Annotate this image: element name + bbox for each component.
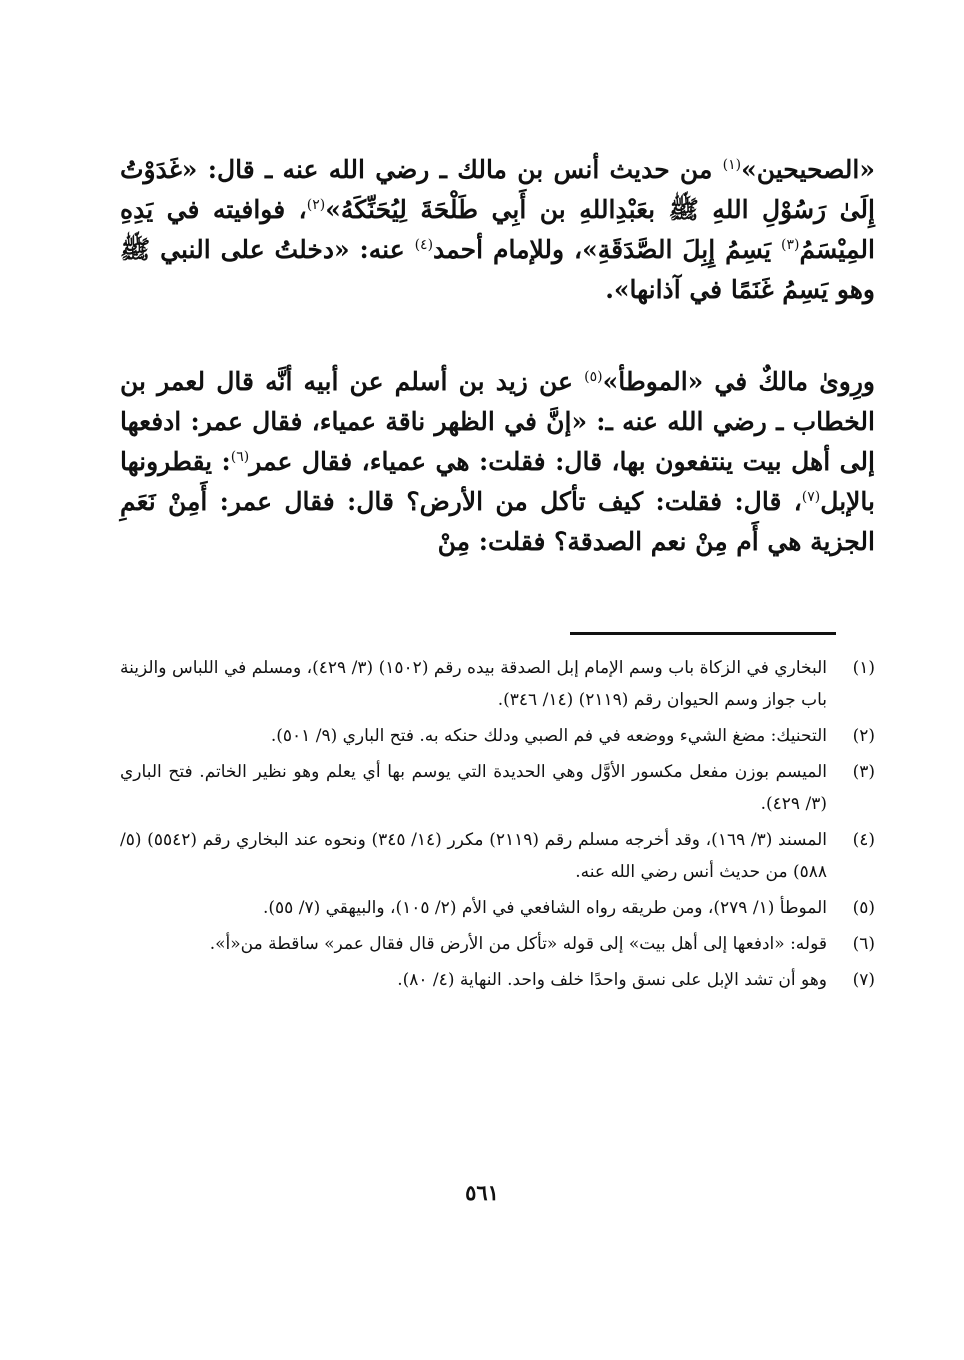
para2-text-1: ورِوىٰ مالكٌ في «الموطأ» [602, 367, 875, 396]
para1-text-2: من حديث أنس بن مالك ـ رضي الله عنه ـ قال: «غَدَوْتُ إِلَىٰ رَسُوْلِ اللهِ ﷺ بعَبْدِاللهِ بن أَبِي طَلْحَةَ لِيُحَنِّكَهُ» [120, 155, 875, 224]
footnote-ref-1: (١) [722, 157, 742, 173]
para2-text-3: : يقطرونها بالإبل [120, 447, 875, 516]
footnote-number: (٦) [852, 934, 875, 954]
para1-text-5: عنه: «دخلتُ على النبي ﷺ وهو يَسِمُ غَنَمًا في آذانها». [120, 235, 875, 304]
footnote-1 [120, 652, 875, 716]
footnotes-list [120, 652, 875, 1000]
footnote-3 [120, 756, 875, 820]
footnote-ref-2: (٢) [306, 197, 326, 213]
footnote-text: وهو أن تشد الإبل على نسق واحدًا خلف واحد. النهاية (٤/ ٨٠). [397, 970, 827, 990]
footnote-5 [120, 892, 875, 924]
para1-text-1: «الصحيحين» [741, 155, 875, 184]
footnote-number: (٢) [852, 726, 875, 746]
footnote-number: (٥) [852, 898, 875, 918]
footnote-number: (٤) [852, 830, 875, 850]
body-paragraph-2 [120, 362, 875, 562]
footnote-text: التحنيك: مضغ الشيء ووضعه في فم الصبي ودلك حنكه به. فتح الباري (٩/ ٥٠١). [270, 726, 827, 746]
para1-text-3: ، فوافيته في يَدِهِ المِيْسَمُ [120, 195, 875, 264]
footnote-ref-3: (٣) [781, 237, 800, 253]
footnote-text: الموطأ (١/ ٢٧٩)، ومن طريقه رواه الشافعي في الأم (٢/ ١٠٥)، والبيهقي (٧/ ٥٥). [262, 898, 827, 918]
footnote-ref-7: (٧) [801, 489, 821, 505]
footnote-separator [570, 632, 836, 635]
footnote-ref-4: (٤) [414, 237, 434, 253]
footnote-ref-6: (٦) [230, 449, 250, 465]
footnote-number: (٧) [852, 970, 875, 990]
footnote-text: البخاري في الزكاة باب وسم الإمام إبل الصدقة بيده رقم (١٥٠٢) (٣/ ٤٢٩)، ومسلم في اللباس والزينة باب جواز وسم الحيوان رقم (٢١١٩) (١٤/ ٣٤٦). [120, 658, 827, 710]
footnote-number: (١) [852, 658, 875, 678]
body-paragraph-1 [120, 150, 875, 310]
footnote-2 [120, 720, 875, 752]
footnote-ref-5: (٥) [584, 369, 603, 385]
footnote-6 [120, 928, 875, 960]
footnote-text: قوله: «ادفعها إلى أهل بيت» إلى قوله «تأكل من الأرض قال فقال عمر» ساقطة من«أ». [209, 934, 827, 954]
footnote-4 [120, 824, 875, 888]
para2-text-2: عن زيد بن أسلم عن أبيه أنَّه قال لعمر بن الخطاب ـ رضي الله عنه ـ: «إنَّ في الظهر ناقة عمياء، فقال عمر: ادفعها إلى أهل بيت ينتفعون بها، قال: فقلت: هي عمياء، فقال عمر [120, 367, 875, 476]
para2-text-4: ، قال: فقلت: كيف تأكل من الأرض؟ قال: فقال عمر: أَمِنْ نَعَمِ الجزية هي أَم مِنْ نعم الصدقة؟ فقلت: مِنْ [120, 487, 875, 556]
footnote-number: (٣) [852, 762, 875, 782]
footnote-text: المسند (٣/ ١٦٩)، وقد أخرجه مسلم رقم (٢١١٩) مكرر (١٤/ ٣٤٥) ونحوه عند البخاري رقم (٥٥٤٢) (٥/ ٥٨٨) من حديث أنس رضي الله عنه. [120, 830, 828, 882]
para1-text-4: يَسِمُ إِبِلَ الصَّدَقَةِ»، وللإمام أحمد [433, 235, 781, 264]
footnote-7 [120, 964, 875, 996]
page-number: ٥٦١ [465, 1180, 499, 1205]
footnote-text: الميسم بوزن مفعل مكسور الأوَّل وهي الحديدة التي يوسم بها أي يعلم وهو نظير الخاتم. فتح الباري (٣/ ٤٢٩). [120, 762, 827, 814]
